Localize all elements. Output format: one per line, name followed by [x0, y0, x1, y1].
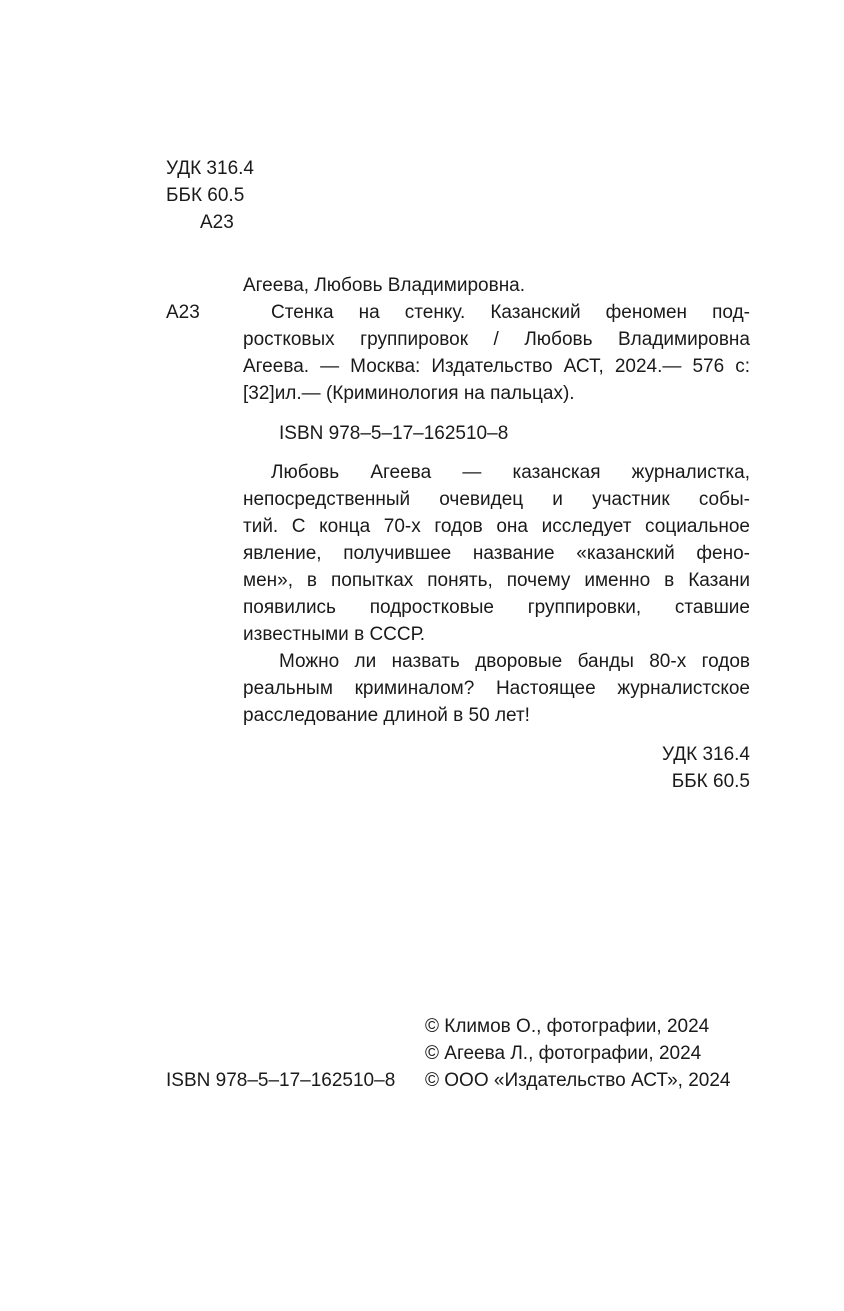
- annotation-line: известными в СССР.: [243, 624, 425, 645]
- annotation-line: появились подростковые группировки, ставшие: [243, 597, 750, 618]
- annotation-udk: УДК 316.4: [662, 744, 750, 765]
- catalog-isbn: ISBN 978–5–17–162510–8: [279, 423, 509, 444]
- bbk-code: ББК 60.5: [166, 185, 245, 206]
- footer-isbn: ISBN 978–5–17–162510–8: [166, 1070, 396, 1091]
- annotation-line: Можно ли назвать дворовые банды 80-х годов: [279, 651, 750, 672]
- annotation-line: расследование длиной в 50 лет!: [243, 705, 530, 726]
- catalog-line-1: Стенка на стенку. Казанский феномен под-: [271, 302, 750, 323]
- annotation-line: мен», в попытках понять, почему именно в Казани: [243, 570, 750, 591]
- catalog-line-3: Агеева. — Москва: Издательство АСТ, 2024.— 576 с:: [243, 356, 750, 377]
- annotation-line: тий. С конца 70-х годов она исследует социальное: [243, 516, 750, 537]
- annotation-line: Любовь Агеева — казанская журналистка,: [271, 462, 750, 483]
- copyright-line: © Агеева Л., фотографии, 2024: [425, 1043, 702, 1064]
- annotation-line: реальным криминалом? Настоящее журналистское: [243, 678, 750, 699]
- copyright-line: © ООО «Издательство АСТ», 2024: [425, 1070, 731, 1091]
- udk-code: УДК 316.4: [166, 158, 254, 179]
- annotation-line: непосредственный очевидец и участник собы-: [243, 489, 750, 510]
- catalog-line-4: [32]ил.— (Криминология на пальцах).: [243, 383, 575, 404]
- copyright-line: © Климов О., фотографии, 2024: [425, 1016, 710, 1037]
- catalog-line-2: ростковых группировок / Любовь Владимировна: [243, 329, 750, 350]
- author-heading: Агеева, Любовь Владимировна.: [243, 275, 526, 296]
- catalog-mark: А23: [166, 302, 200, 323]
- author-mark: А23: [200, 212, 234, 233]
- annotation-line: явление, получившее название «казанский фено-: [243, 543, 750, 564]
- annotation-bbk: ББК 60.5: [671, 771, 750, 792]
